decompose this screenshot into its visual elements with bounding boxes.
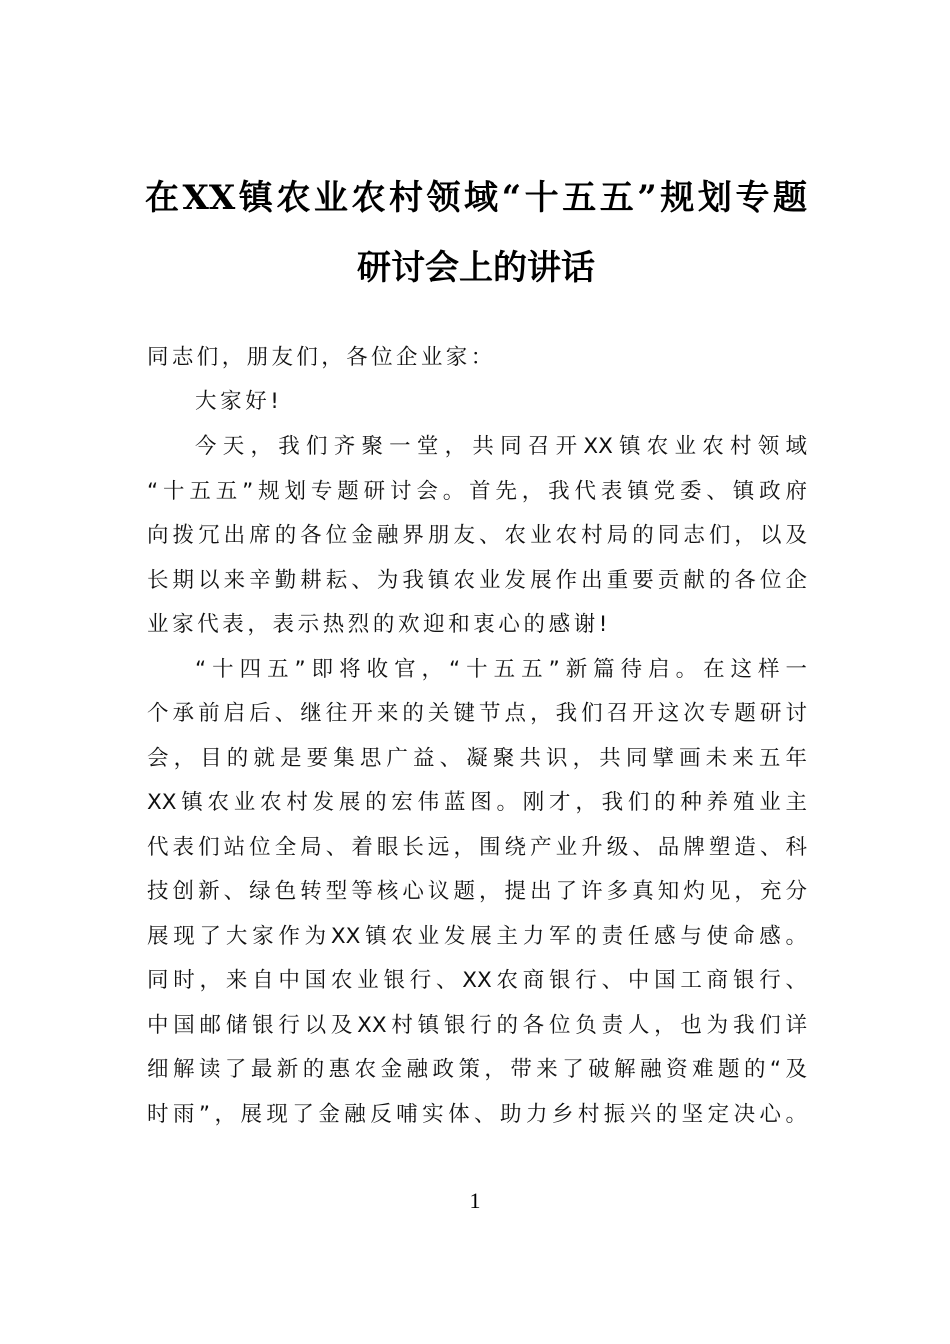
- paragraph-2-line-7: 展现了大家作为XX镇农业发展主力军的责任感与使命感。: [147, 924, 807, 949]
- paragraph-2-line-3: 会，目的就是要集思广益、凝聚共识，共同擘画未来五年: [147, 746, 807, 771]
- paragraph-1-line-2: “十五五”规划专题研讨会。首先，我代表镇党委、镇政府: [147, 479, 807, 504]
- paragraph-2-line-1: “十四五”即将收官，“十五五”新篇待启。在这样一: [195, 657, 807, 682]
- paragraph-1-line-1: 今天，我们齐聚一堂，共同召开XX镇农业农村领域: [195, 434, 807, 459]
- paragraph-2-line-11: 时雨”，展现了金融反哺实体、助力乡村振兴的坚定决心。: [147, 1102, 807, 1127]
- paragraph-2-line-2: 个承前启后、继往开来的关键节点，我们召开这次专题研讨: [147, 701, 807, 726]
- paragraph-2-line-9: 中国邮储银行以及XX村镇银行的各位负责人，也为我们详: [147, 1013, 807, 1038]
- paragraph-1-line-3: 向拨冗出席的各位金融界朋友、农业农村局的同志们，以及: [147, 523, 807, 548]
- paragraph-1-line-5: 业家代表，表示热烈的欢迎和衷心的感谢!: [147, 612, 612, 637]
- paragraph-2-line-10: 细解读了最新的惠农金融政策，带来了破解融资难题的“及: [147, 1057, 807, 1082]
- greeting: 大家好!: [195, 389, 283, 414]
- document-title-line-1: 在XX镇农业农村领域“十五五”规划专题: [145, 178, 807, 218]
- paragraph-2-line-6: 技创新、绿色转型等核心议题，提出了许多真知灼见，充分: [147, 879, 807, 904]
- paragraph-2-line-4: XX镇农业农村发展的宏伟蓝图。刚才，我们的种养殖业主: [147, 790, 807, 815]
- page-number: 1: [469, 1188, 481, 1213]
- paragraph-1-line-4: 长期以来辛勤耕耘、为我镇农业发展作出重要贡献的各位企: [147, 568, 807, 593]
- document-title-line-2: 研讨会上的讲话: [357, 248, 595, 288]
- paragraph-2-line-5: 代表们站位全局、着眼长远，围绕产业升级、品牌塑造、科: [147, 835, 807, 860]
- paragraph-2-line-8: 同时，来自中国农业银行、XX农商银行、中国工商银行、: [147, 968, 807, 993]
- salutation: 同志们，朋友们，各位企业家：: [147, 345, 496, 370]
